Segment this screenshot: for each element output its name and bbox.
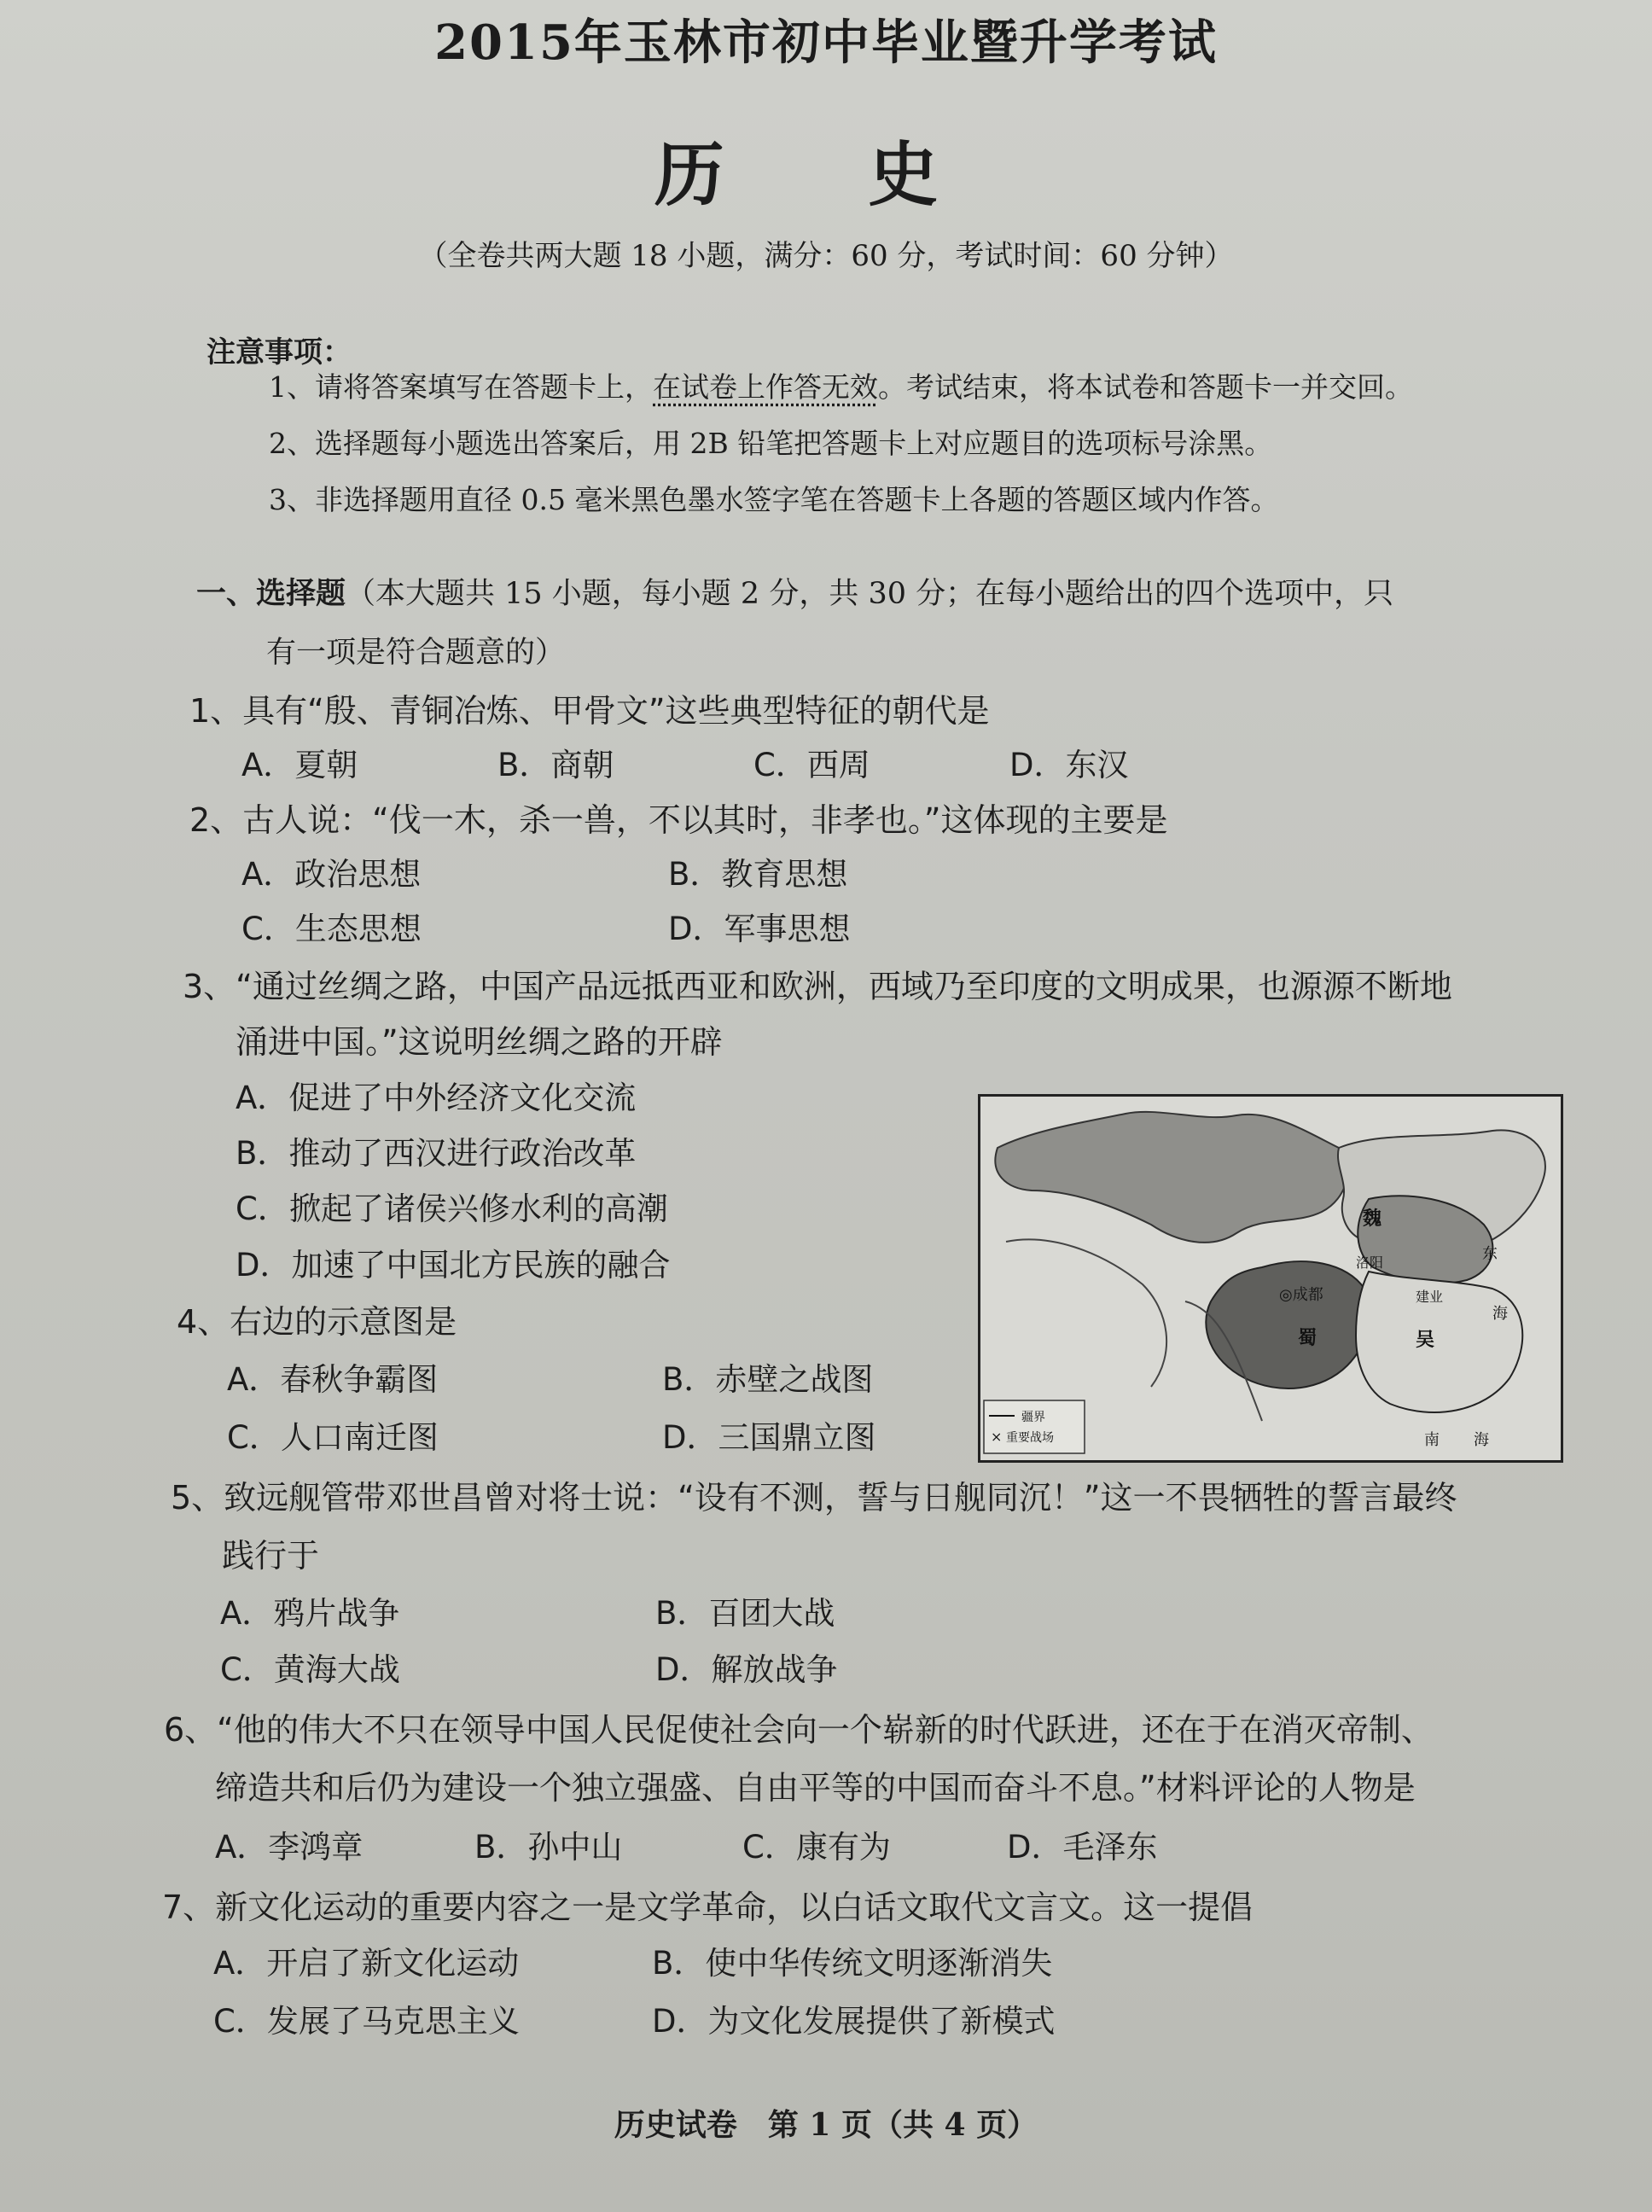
notice-item-1-part-a: 1、请将答案填写在答题卡上，	[269, 370, 653, 404]
q4-stem: 4、右边的示意图是	[177, 1303, 457, 1341]
legend-battle-mark: ×	[991, 1429, 1003, 1445]
section-desc-2: 有一项是符合题意的）	[266, 636, 566, 670]
q3-option-d: D．加速了中国北方民族的融合	[236, 1247, 671, 1284]
q1-option-c: C．西周	[753, 747, 870, 783]
q1-option-b: B．商朝	[497, 747, 614, 783]
q3-option-c: C．掀起了诸侯兴修水利的高潮	[236, 1190, 668, 1227]
q5-option-a: A．鸦片战争	[220, 1595, 400, 1632]
q2-option-a: A．政治思想	[241, 856, 422, 893]
q1-option-d: D．东汉	[1009, 747, 1129, 783]
map-label-luoyang: 洛阳	[1356, 1254, 1384, 1271]
q2-option-b: B．教育思想	[668, 856, 848, 893]
notice-item-1	[269, 365, 1583, 405]
q1-stem: 1、具有“殷、青铜冶炼、甲骨文”这些典型特征的朝代是	[189, 692, 990, 730]
q5-option-c: C．黄海大战	[220, 1651, 400, 1688]
map-legend	[984, 1400, 1085, 1453]
q3-option-b: B．推动了西汉进行政治改革	[236, 1135, 637, 1172]
q4-option-b: B．赤壁之战图	[662, 1361, 874, 1398]
q4-option-d: D．三国鼎立图	[662, 1419, 876, 1456]
map-label-hai-south: 海	[1474, 1431, 1489, 1449]
map-label-wu: 吴	[1416, 1329, 1435, 1351]
q3-stem-line-1: 3、“通过丝绸之路，中国产品远抵西亚和欧洲，西域乃至印度的文明成果，也源源不断地	[183, 968, 1452, 1005]
notice-item-1-part-b: 。考试结束，将本试卷和答题卡一并交回。	[878, 370, 1413, 404]
exam-title: 2015年玉林市初中毕业暨升学考试	[434, 15, 1218, 71]
map-label-wei: 魏	[1363, 1208, 1382, 1230]
map-label-chengdu: ◎成都	[1279, 1286, 1323, 1304]
q3-option-a: A．促进了中外经济文化交流	[236, 1080, 637, 1116]
q4-option-c: C．人口南迁图	[227, 1419, 439, 1456]
q6-stem-line-1: 6、“他的伟大不只在领导中国人民促使社会向一个崭新的时代跃进，还在于在消灭帝制、	[164, 1711, 1434, 1749]
q2-stem: 2、古人说：“伐一木，杀一兽，不以其时，非孝也。”这体现的主要是	[189, 801, 1168, 839]
map-label-dong: 东	[1482, 1245, 1498, 1263]
legend-battle-label: 重要战场	[1006, 1431, 1054, 1445]
notice-item-2: 2、选择题每小题选出答案后，用 2B 铅笔把答题卡上对应题目的选项标号涂黑。	[269, 427, 1273, 460]
q2-option-d: D．军事思想	[668, 911, 851, 947]
map-label-hai: 海	[1492, 1305, 1508, 1323]
map-graphic	[980, 1097, 1561, 1460]
q7-option-c: C．发展了马克思主义	[213, 2003, 520, 2040]
q6-option-c: C．康有为	[742, 1829, 891, 1866]
q7-stem: 7、新文化运动的重要内容之一是文学革命，以白话文取代文言文。这一提倡	[162, 1889, 1254, 1926]
q6-option-b: B．孙中山	[474, 1829, 623, 1866]
notice-item-1-emphasis: 在试卷上作答无效	[653, 370, 878, 404]
subject-heading: 历 史	[654, 134, 998, 216]
map-label-jianye: 建业	[1416, 1289, 1444, 1305]
exam-info: （全卷共两大题 18 小题，满分：60 分，考试时间：60 分钟）	[418, 239, 1234, 273]
q3-stem-line-2: 涌进中国。”这说明丝绸之路的开辟	[236, 1023, 723, 1061]
q7-option-b: B．使中华传统文明逐渐消失	[652, 1945, 1053, 1982]
notice-heading: 注意事项：	[206, 335, 352, 370]
page-footer: 历史试卷 第 1 页（共 4 页）	[614, 2107, 1038, 2143]
section-desc-1: （本大题共 15 小题，每小题 2 分，共 30 分；在每小题给出的四个选项中，只	[346, 577, 1394, 611]
q6-stem-line-2: 缔造共和后仍为建设一个独立强盛、自由平等的中国而奋斗不息。”材料评论的人物是	[215, 1769, 1416, 1807]
q4-option-a: A．春秋争霸图	[227, 1361, 439, 1398]
q6-option-a: A．李鸿章	[215, 1829, 364, 1866]
q5-stem-line-2: 践行于	[222, 1537, 320, 1575]
q5-stem-line-1: 5、致远舰管带邓世昌曾对将士说：“设有不测，誓与日舰同沉！”这一不畏牺牲的誓言最终	[171, 1479, 1457, 1516]
section-title	[196, 570, 1393, 613]
q5-option-d: D．解放战争	[655, 1651, 838, 1688]
q7-option-a: A．开启了新文化运动	[213, 1945, 520, 1982]
notice-item-3: 3、非选择题用直径 0.5 毫米黑色墨水签字笔在答题卡上各题的答题区域内作答。	[269, 483, 1279, 516]
legend-border-label: 疆界	[1021, 1411, 1045, 1424]
three-kingdoms-map	[978, 1094, 1563, 1463]
q5-option-b: B．百团大战	[655, 1595, 835, 1632]
map-label-shu: 蜀	[1298, 1327, 1318, 1349]
map-label-nan: 南	[1424, 1431, 1440, 1449]
section-name: 一、选择题	[196, 576, 346, 611]
q6-option-d: D．毛泽东	[1007, 1829, 1158, 1866]
q7-option-d: D．为文化发展提供了新模式	[652, 2003, 1056, 2040]
q1-option-a: A．夏朝	[241, 747, 358, 783]
q2-option-c: C．生态思想	[241, 911, 422, 947]
